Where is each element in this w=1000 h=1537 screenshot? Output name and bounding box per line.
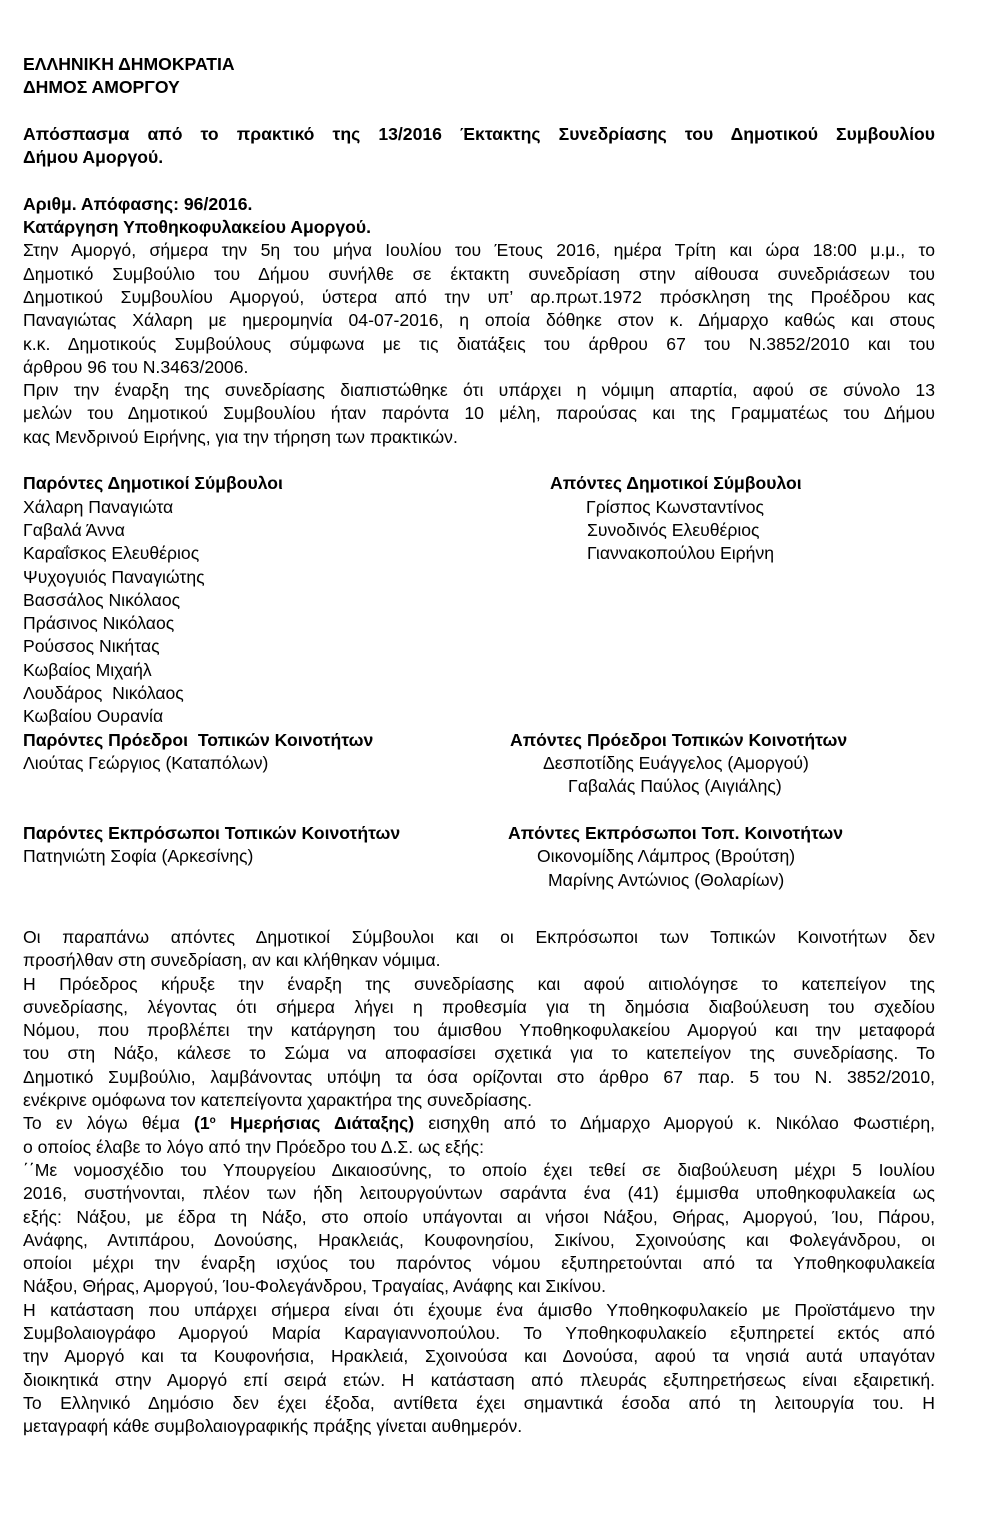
paragraph-line: μεταγραφή κάθε συμβολαιογραφικής πράξης γίνεται αυθημερόν. <box>23 1416 523 1437</box>
councillor-name: Βασσάλος Νικόλαος <box>23 589 181 610</box>
paragraph-line: Οι παραπάνω απόντες Δημοτικοί Σύμβουλοι και οι Εκπρόσωποι των Τοπικών Κοινοτήτων δεν <box>23 926 935 947</box>
councillor-name: Λουδάρος Νικόλαος <box>23 683 184 704</box>
absent-councillors-heading: Απόντες Δημοτικοί Σύμβουλοι <box>550 473 802 494</box>
paragraph-line: 2016, συστήνονται, πλέον των ήδη λειτουργούντων σαράντα ένα (41) έμμισθα υποθηκοφυλακεία ως <box>23 1183 935 1204</box>
paragraph-line: κ.κ. Δημοτικούς Συμβούλους σύμφωνα με τις διατάξεις του άρθρου 67 του Ν.3852/2010 και του <box>23 333 935 354</box>
paragraph-line: Συμβολαιογράφο Αμοργού Μαρία Καραγιαννοπούλου. Το Υποθηκοφυλακείο εξυπηρετεί εκτός από <box>23 1322 935 1343</box>
representative-name: Πατηνιώτη Σοφία (Αρκεσίνης) <box>23 846 254 867</box>
document-title <box>23 123 935 170</box>
present-councillors-list <box>23 472 283 728</box>
issuer-header <box>23 53 935 100</box>
ordinal-superscript: ο <box>209 1115 216 1127</box>
paragraph-line: Η κατάσταση που υπάρχει σήμερα είναι ότι έχουμε ένα άμισθο Υποθηκοφυλακείο με Προϊστάμενο την <box>23 1299 935 1320</box>
paragraph-line: Στην Αμοργό, σήμερα την 5η του μήνα Ιουλίου του Έτους 2016, ημέρα Τρίτη και ώρα 18:00 μ.μ., το <box>23 240 935 261</box>
councillor-name: Κωβαίος Μιχαήλ <box>23 659 152 680</box>
agenda-paragraph <box>23 1112 935 1159</box>
paragraph-line: διοικητικά στην Αμοργό επί σειρά ετών. Η κατάσταση από πλευράς εξυπηρετήσεως είναι εξαιρετική. <box>23 1369 935 1390</box>
agenda-item-number: (1 <box>194 1113 210 1134</box>
agenda-item-text: Ημερήσιας Διάταξης) <box>215 1113 415 1134</box>
paragraph-line: Δημοτικού Συμβουλίου Αμοργού, ύστερα από την υπ’ αρ.πρωτ.1972 πρόσκληση της Προέδρου κας <box>23 286 935 307</box>
paragraph-line: Το Ελληνικό Δημόσιο δεν έχει έξοδα, αντίθετα έχει σημαντικά έσοδα από τη λειτουργία του. Η <box>23 1392 935 1413</box>
agenda-item-label <box>194 1113 414 1133</box>
paragraph-line: Νάξου, Θήρας, Αμοργού, Ίου-Φολεγάνδρου, Τραγαίας, Ανάφης και Σικίνου. <box>23 1276 606 1297</box>
title-line: Δήμου Αμοργού. <box>23 147 164 168</box>
paragraph-line: του στη Νάξο, κάλεσε το Σώμα να αποφασίσει σχετικά για το κατεπείγον της συνεδρίασης. Το <box>23 1043 935 1064</box>
present-presidents-list <box>23 729 373 776</box>
decision-subject: Κατάργηση Υποθηκοφυλακείου Αμοργού. <box>23 217 371 238</box>
paragraph-line: μελών του Δημοτικού Συμβουλίου ήταν παρόντα 10 μέλη, παρούσας και της Γραμματέως του Δήμου <box>23 403 935 424</box>
absent-representatives-heading: Απόντες Εκπρόσωποι Τοπ. Κοινοτήτων <box>508 822 844 843</box>
paragraph-line: άρθρου 96 του Ν.3463/2006. <box>23 356 249 377</box>
paragraph-line: ενέκρινε ομόφωνα τον κατεπείγοντα χαρακτήρα της συνεδρίασης. <box>23 1090 533 1111</box>
paragraph-line: συνεδρίασης, λέγοντας ότι σήμερα λήγει η προθεσμία για τη δημόσια διαβούλευση του σχεδίου <box>23 996 935 1017</box>
councillor-name: Γαβαλά Άννα <box>23 519 125 540</box>
representative-name: Μαρίνης Αντώνιος (Θολαρίων) <box>548 869 785 890</box>
councillor-name: Χάλαρη Παναγιώτα <box>23 496 174 517</box>
paragraph-line: κας Μενδρινού Ειρήνης, για την τήρηση των πρακτικών. <box>23 426 458 447</box>
councillor-name: Κωβαίου Ουρανία <box>23 706 164 727</box>
present-representatives-list <box>23 822 400 869</box>
presidents-attendance <box>23 729 935 799</box>
absent-representatives-list <box>508 822 843 892</box>
decision-number: Αριθμ. Απόφασης: 96/2016. <box>23 193 253 214</box>
paragraph-line: εξής: Νάξου, με έδρα τη Νάξο, στο οποίο υπάγονται αι νήσοι Νάξου, Θήρας, Αμοργού, Ίου, Πάρου, <box>23 1206 935 1227</box>
country-heading: ΕΛΛΗΝΙΚΗ ΔΗΜΟΚΡΑΤΙΑ <box>23 54 235 74</box>
paragraph-line: ΄΄Με νομοσχέδιο του Υπουργείου Δικαιοσύνης, το οποίο έχει τεθεί σε διαβούλευση μέχρι 5 Ιουλίου <box>23 1159 935 1180</box>
paragraph-line: ο οποίος έλαβε το λόγο από την Πρόεδρο του Δ.Σ. ως εξής: <box>23 1136 485 1157</box>
municipality-heading: ΔΗΜΟΣ ΑΜΟΡΓΟΥ <box>23 77 180 98</box>
president-name: Γαβαλάς Παύλος (Αιγιάλης) <box>568 776 782 797</box>
absent-presidents-list <box>510 729 847 799</box>
paragraph-line <box>23 1112 935 1135</box>
paragraph-line: Παναγιώτας Χάλαρη με ημερομηνία 04-07-2016, η οποία δόθηκε στον κ. Δήμαρχο καθώς και στους <box>23 310 935 331</box>
councillor-name: Πράσινος Νικόλαος <box>23 613 175 634</box>
situation-paragraph <box>23 1299 935 1439</box>
councillor-name: Ρούσσος Νικήτας <box>23 636 160 657</box>
present-councillors-heading: Παρόντες Δημοτικοί Σύμβουλοι <box>23 473 283 494</box>
absent-presidents-heading: Απόντες Πρόεδροι Τοπικών Κοινοτήτων <box>510 729 848 750</box>
paragraph-line: Πριν την έναρξη της συνεδρίασης διαπιστώθηκε ότι υπάρχει η νόμιμη απαρτία, αφού σε σύνολο 13 <box>23 380 935 401</box>
absent-note-paragraph <box>23 926 935 973</box>
councillor-name: Ψυχογυιός Παναγιώτης <box>23 566 205 587</box>
councillors-attendance <box>23 472 935 727</box>
paragraph-line: οποίοι μέχρι την έναρξη ισχύος του παρόντος νόμου εξυπηρετούνται από τα Υποθηκοφυλακεία <box>23 1253 935 1274</box>
paragraph-line: Η Πρόεδρος κήρυξε την έναρξη της συνεδρίασης και αφού αιτιολόγησε το κατεπείγον της <box>23 973 935 994</box>
present-representatives-heading: Παρόντες Εκπρόσωποι Τοπικών Κοινοτήτων <box>23 822 401 843</box>
agenda-suffix: εισηχθη από το Δήμαρχο Αμοργού κ. Νικόλαο Φωστιέρη, <box>414 1113 935 1134</box>
representative-name: Οικονομίδης Λάμπρος (Βρούτση) <box>537 846 796 867</box>
paragraph-line: Δημοτικό Συμβούλιο, λαμβάνοντας υπόψη τα όσα ορίζονται στο άρθρο 67 παρ. 5 του Ν. 3852/2010, <box>23 1066 935 1087</box>
paragraph-line: Νόμου, που προβλέπει την κατάργηση του άμισθου Υποθηκοφυλακείου Αμοργού και την μεταφορά <box>23 1020 935 1041</box>
present-presidents-heading: Παρόντες Πρόεδροι Τοπικών Κοινοτήτων <box>23 729 374 750</box>
quote-paragraph <box>23 1159 935 1299</box>
paragraph-line: προσήλθαν στη συνεδρίαση, αν και κλήθηκαν νόμιμα. <box>23 950 441 971</box>
representatives-attendance <box>23 822 935 892</box>
quorum-paragraph <box>23 379 935 449</box>
title-line: Απόσπασμα από το πρακτικό της 13/2016 Έκτακτης Συνεδρίασης του Δημοτικού Συμβουλίου <box>23 123 935 144</box>
urgency-paragraph <box>23 973 935 1113</box>
councillor-name: Συνοδινός Ελευθέριος <box>587 519 760 540</box>
absent-councillors-list <box>550 472 802 565</box>
paragraph-line: Ανάφης, Αντιπάρου, Δονούσης, Ηρακλειάς, Κουφονησίου, Σικίνου, Σχοινούσης και Φολεγάνδρου, οι <box>23 1229 935 1250</box>
president-name: Λιούτας Γεώργιος (Καταπόλων) <box>23 752 269 773</box>
councillor-name: Καραΐσκος Ελευθέριος <box>23 543 200 564</box>
councillor-name: Γρίσπος Κωνσταντίνος <box>586 496 765 517</box>
paragraph-line: την Αμοργό και τα Κουφονήσια, Ηρακλειά, Σχοινούσα και Δονούσα, αφού τα νησιά αυτά υπαγόταν <box>23 1346 935 1367</box>
paragraph-line: Δημοτικό Συμβούλιο του Δήμου συνήλθε σε έκτακτη συνεδρίαση στην αίθουσα συνεδριάσεων του <box>23 263 935 284</box>
intro-paragraph <box>23 239 935 379</box>
president-name: Δεσποτίδης Ευάγγελος (Αμοργού) <box>543 752 809 773</box>
document-page <box>23 53 935 1438</box>
councillor-name: Γιαννακοπούλου Ειρήνη <box>587 543 775 564</box>
agenda-prefix: Το εν λόγω θέμα <box>23 1113 195 1134</box>
